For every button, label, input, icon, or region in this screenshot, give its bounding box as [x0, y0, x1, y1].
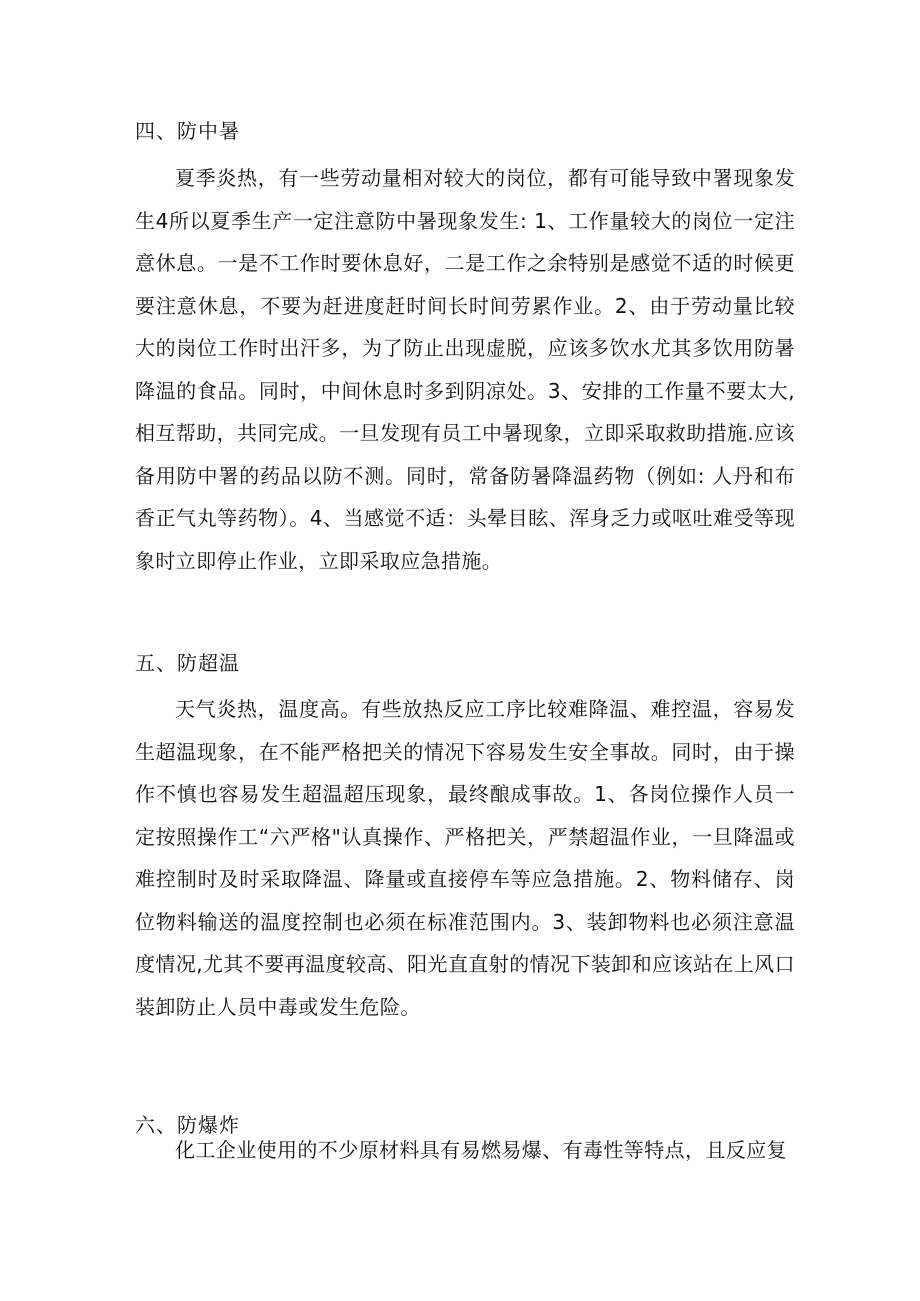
section-heading-heatstroke: 四、防中暑: [135, 119, 240, 143]
section-body-explosion: 化工企业使用的不少原材料具有易燃易爆、有毒性等特点，且反应复: [175, 1138, 787, 1162]
section-body-heatstroke: 夏季炎热，有一些劳动量相对较大的岗位，都有可能导致中署现象发生4所以夏季生产一定注意防中暑现象发生: 1、工作量较大的岗位一定注意休息。一是不工作时要休息好，二是工作之余特别是感觉不适的时候更要注意休息，不要为赶进度赶时间长时间劳累作业。2、由于劳动量比较大的岗位工作时出汗多，为了防止出现虚脱，应该多饮水尤其多饮用防暑降温的食品。同时，中间休息时多到阴凉处。3、安排的工作量不要太大,相互帮助，共同完成。一旦发现有员工中暑现象，立即采取救助措施.应该备用防中署的药品以防不测。同时，常备防暑降温药物（例如: 人丹和布香正气丸等药物）。4、当感觉不适：头晕目眩、浑身乏力或呕吐难受等现象时立即停止作业，立即采取应急措施。: [135, 166, 795, 573]
section-body-overtemperature: 天气炎热，温度高。有些放热反应工序比较难降温、难控温，容易发生超温现象，在不能严格把关的情况下容易发生安全事故。同时，由于操作不慎也容易发生超温超压现象，最终酿成事故。1、各岗位操作人员一定按照操作工“六严格"认真操作、严格把关，严禁超温作业，一旦降温或难控制时及时采取降温、降量或直接停车等应急措施。2、物料储存、岗位物料输送的温度控制也必须在标准范围内。3、装卸物料也必须注意温度情况,尤其不要再温度较高、阳光直直射的情况下装卸和应该站在上风口装卸防止人员中毒或发生危险。: [135, 697, 795, 1019]
section-heading-explosion: 六、防爆炸: [135, 1113, 240, 1137]
section-heading-overtemperature: 五、防超温: [135, 651, 240, 675]
